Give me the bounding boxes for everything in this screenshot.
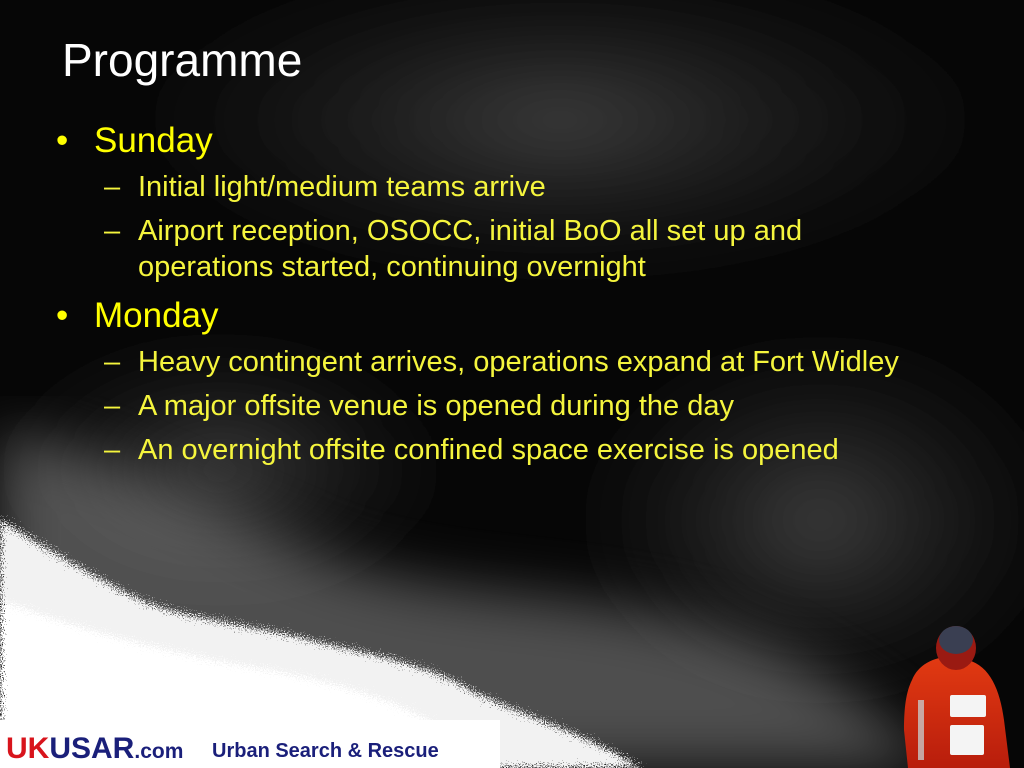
sub-bullet: [56, 213, 928, 286]
sub-bullet-text: An overnight offsite confined space exercise is opened: [138, 434, 839, 467]
dash-marker: –: [104, 170, 121, 203]
dash-marker: –: [104, 214, 121, 247]
sub-bullet: [56, 344, 928, 380]
sub-bullet-text: Airport reception, OSOCC, initial BoO all set up and operations started, continuing overnight: [138, 214, 803, 283]
bullet-dot: •: [56, 121, 69, 160]
bullet-dot: •: [56, 296, 69, 336]
sub-bullet-text: Initial light/medium teams arrive: [138, 170, 546, 203]
logo-uk-text: UK: [6, 732, 50, 765]
bullet-monday: [56, 297, 956, 336]
dash-marker: –: [104, 434, 121, 467]
sub-bullet: [56, 169, 928, 205]
ukusar-logo: [6, 732, 183, 766]
dash-marker: –: [104, 390, 121, 422]
sub-bullet-text: A major offsite venue is opened during the day: [138, 390, 734, 422]
bullet-sunday: [56, 122, 956, 161]
footer-tagline: Urban Search & Rescue: [212, 740, 439, 762]
logo-domain-text: .com: [134, 740, 184, 763]
dash-marker: –: [104, 345, 121, 378]
bullet-list: [56, 122, 956, 469]
bullet-label: Sunday: [94, 121, 213, 160]
sub-bullet: [56, 432, 928, 468]
sub-bullet: [56, 388, 928, 424]
logo-usar-text: USAR: [49, 732, 135, 765]
slide-title: Programme: [62, 34, 303, 86]
sub-bullet-text: Heavy contingent arrives, operations expand at Fort Widley: [138, 345, 899, 378]
bullet-label: Monday: [94, 296, 219, 336]
